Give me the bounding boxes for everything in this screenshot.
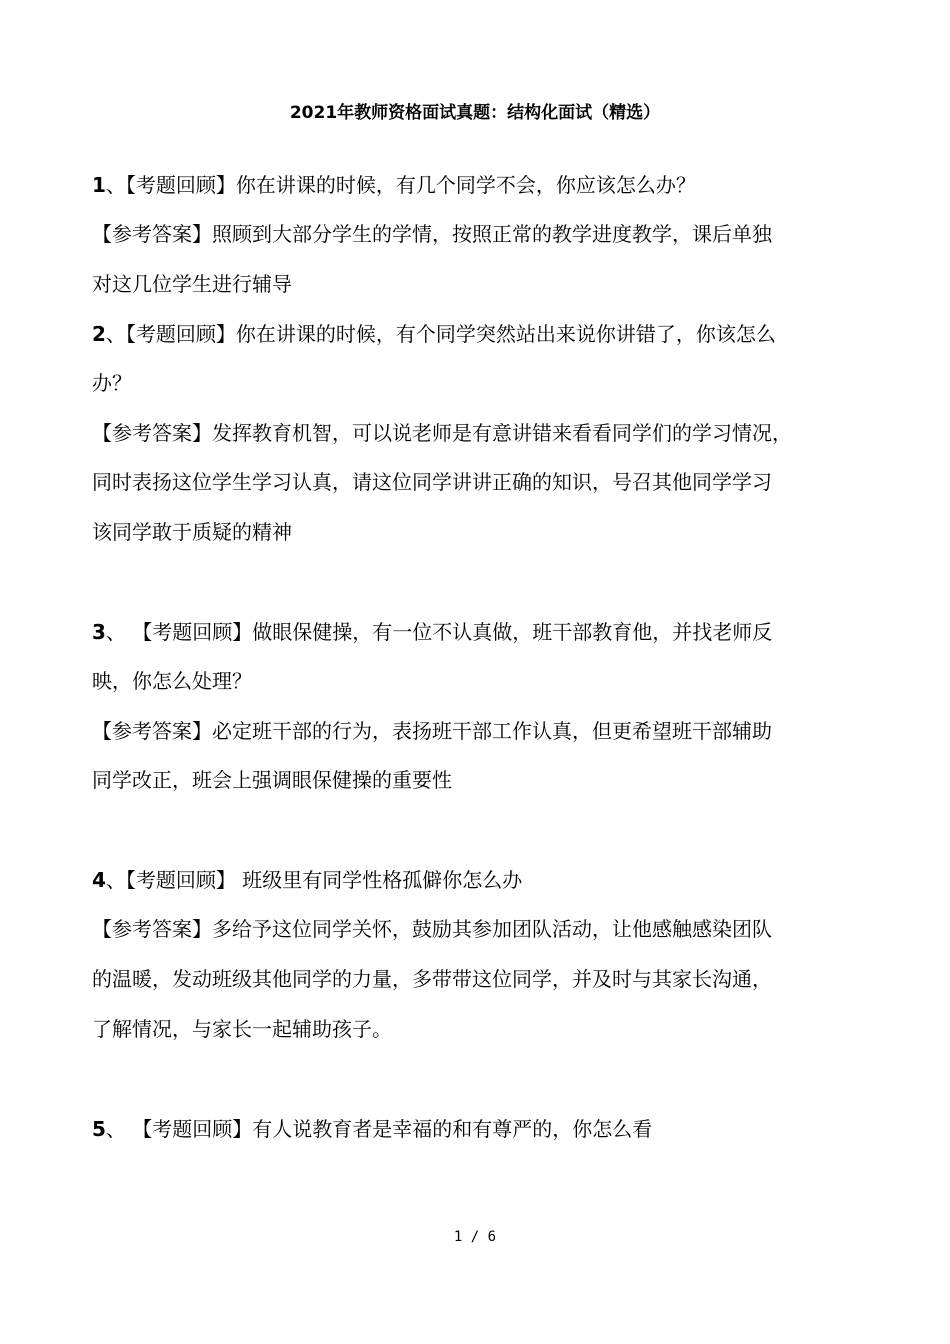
question-3-text: 、 【考题回顾】做眼保健操，有一位不认真做，班干部教育他，并找老师反 — [105, 620, 773, 644]
question-5 — [92, 1115, 872, 1143]
question-1-number: 1 — [92, 173, 106, 197]
question-5-number: 5 — [92, 1117, 106, 1141]
document-title: 2021年教师资格面试真题：结构化面试（精选） — [289, 103, 661, 123]
answer-2-line-3: 该同学敢于质疑的精神 — [92, 520, 292, 544]
answer-1-line-2: 对这几位学生进行辅导 — [92, 272, 292, 296]
answer-4-line-2: 的温暖，发动班级其他同学的力量，多带带这位同学，并及时与其家长沟通， — [92, 967, 772, 991]
question-4-text: 、【考题回顾】 班级里有同学性格孤僻你怎么办 — [105, 868, 523, 892]
question-1 — [92, 171, 872, 199]
question-4 — [92, 866, 872, 894]
question-2-line-2: 办？ — [92, 371, 132, 395]
question-5-text: 、 【考题回顾】有人说教育者是幸福的和有尊严的，你怎么看 — [105, 1117, 653, 1141]
answer-4-line-1: 【参考答案】多给予这位同学关怀，鼓励其参加团队活动，让他感触感染团队 — [92, 917, 772, 941]
question-2 — [92, 320, 872, 348]
question-3-line-2: 映，你怎么处理？ — [92, 669, 252, 693]
question-2-number: 2 — [92, 322, 106, 346]
page-indicator: 1 / 6 — [453, 1229, 497, 1245]
question-4-number: 4 — [92, 868, 106, 892]
question-1-text: 、【考题回顾】你在讲课的时候，有几个同学不会，你应该怎么办？ — [105, 173, 696, 197]
question-3-number: 3 — [92, 620, 106, 644]
answer-3-line-2: 同学改正，班会上强调眼保健操的重要性 — [92, 768, 452, 792]
question-2-text: 、【考题回顾】你在讲课的时候，有个同学突然站出来说你讲错了，你该怎么 — [105, 322, 776, 346]
answer-4-line-3: 了解情况，与家长一起辅助孩子。 — [92, 1017, 392, 1041]
answer-2-line-1: 【参考答案】发挥教育机智，可以说老师是有意讲错来看看同学们的学习情况， — [92, 421, 792, 445]
answer-1-line-1: 【参考答案】照顾到大部分学生的学情，按照正常的教学进度教学，课后单独 — [92, 222, 772, 246]
answer-3-line-1: 【参考答案】必定班干部的行为，表扬班干部工作认真，但更希望班干部辅助 — [92, 719, 772, 743]
question-3 — [92, 618, 872, 646]
answer-2-line-2: 同时表扬这位学生学习认真，请这位同学讲讲正确的知识，号召其他同学学习 — [92, 470, 772, 494]
